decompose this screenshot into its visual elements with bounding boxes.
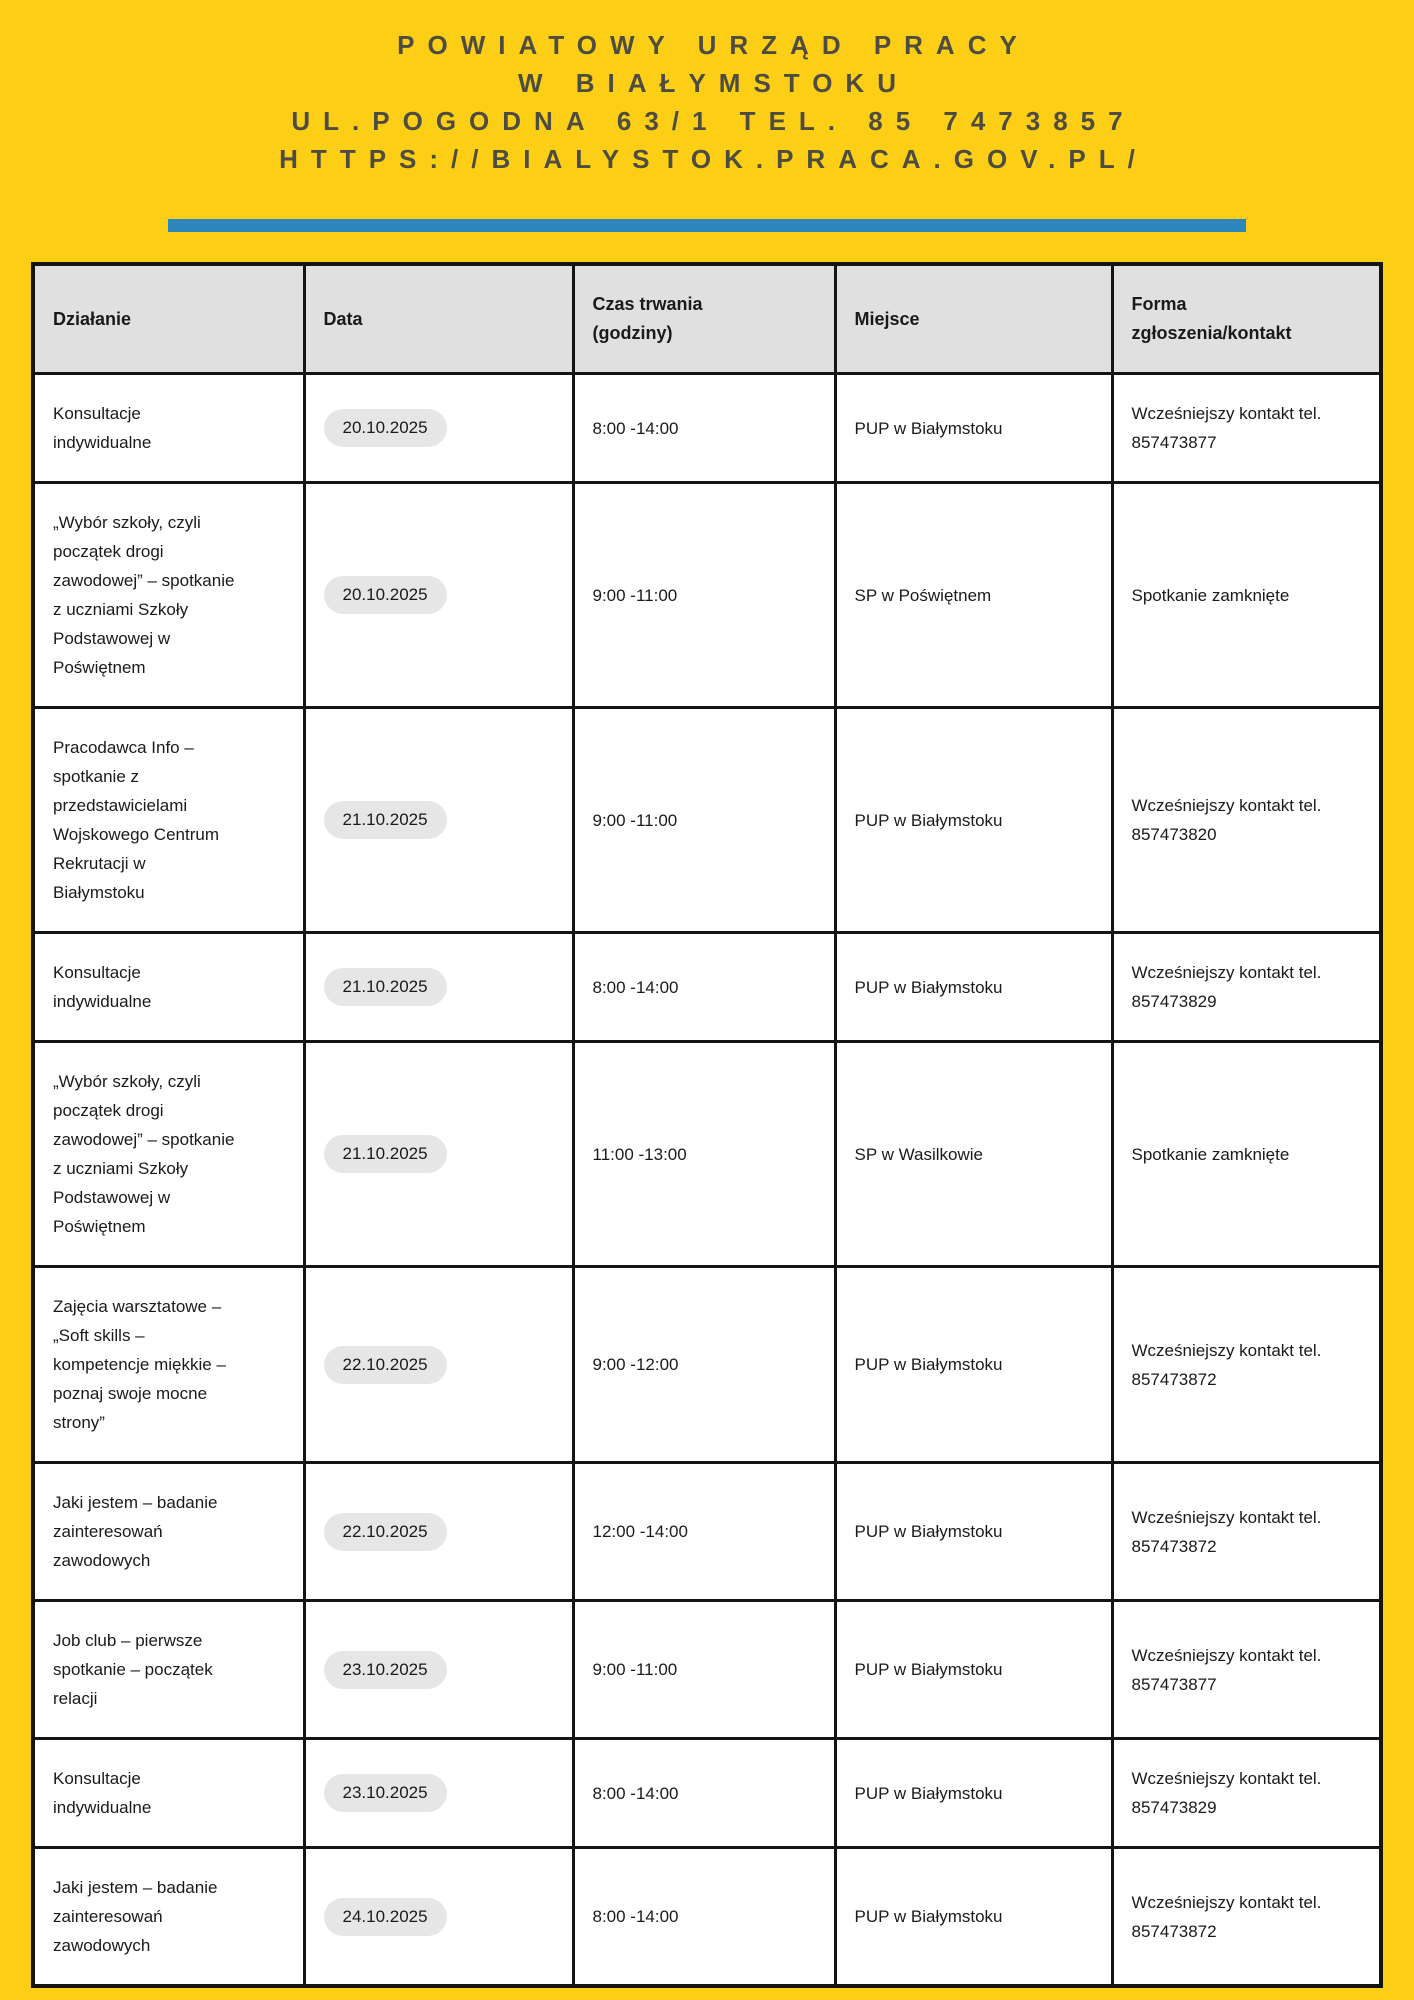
cell-time [573, 708, 835, 933]
cell-date [304, 1601, 573, 1739]
cell-time [573, 1848, 835, 1987]
column-header-contact [1112, 264, 1381, 374]
cell-activity [33, 1601, 304, 1739]
cell-time-text: 8:00 -14:00 [592, 1907, 679, 1926]
cell-contact-text: Wcześniejszy kontakt tel. 857473872 [1131, 1507, 1322, 1556]
date-pill: 22.10.2025 [324, 1346, 447, 1384]
cell-time-text: 8:00 -14:00 [592, 977, 679, 997]
column-header-date [304, 264, 573, 374]
table-row [33, 483, 1381, 708]
date-pill: 21.10.2025 [324, 801, 447, 839]
cell-place-text: PUP w Białymstoku [854, 1783, 1003, 1803]
date-pill: 21.10.2025 [324, 1135, 447, 1173]
cell-activity [33, 933, 304, 1042]
date-pill: 22.10.2025 [324, 1513, 447, 1551]
cell-contact-text: Wcześniejszy kontakt tel. 857473872 [1131, 1892, 1322, 1941]
cell-contact-text: Spotkanie zamknięte [1131, 585, 1290, 605]
cell-time [573, 374, 835, 483]
cell-activity-text: „Wybór szkoły, czyli początek drogi zawodowej” – spotkanie z uczniami Szkoły Podstawowej w Poświętnem [53, 1072, 235, 1236]
cell-place [835, 483, 1112, 708]
cell-place [835, 1463, 1112, 1601]
table-row [33, 1739, 1381, 1848]
cell-contact-text: Wcześniejszy kontakt tel. 857473872 [1131, 1340, 1322, 1389]
cell-place [835, 933, 1112, 1042]
cell-date [304, 1267, 573, 1463]
table-row [33, 1463, 1381, 1601]
flyer-header [0, 0, 1414, 178]
date-pill: 23.10.2025 [324, 1651, 447, 1689]
cell-contact [1112, 1042, 1381, 1267]
cell-time-text: 9:00 -12:00 [592, 1355, 679, 1374]
cell-time-text: 9:00 -11:00 [592, 810, 678, 830]
cell-place-text: PUP w Białymstoku [854, 977, 1003, 997]
cell-activity-text: Konsultacje indywidualne [53, 963, 152, 1011]
cell-activity [33, 708, 304, 933]
cell-place [835, 1601, 1112, 1739]
cell-place [835, 1267, 1112, 1463]
cell-time-text: 8:00 -14:00 [592, 1783, 679, 1803]
date-pill: 21.10.2025 [324, 968, 447, 1006]
website-line: HTTPS://BIALYSTOK.PRACA.GOV.PL/ [279, 144, 1148, 174]
cell-contact-text: Spotkanie zamknięte [1131, 1144, 1290, 1164]
date-pill: 24.10.2025 [324, 1898, 447, 1936]
table-row [33, 708, 1381, 933]
cell-time-text: 8:00 -14:00 [592, 418, 679, 438]
cell-activity-text: Job club – pierwsze spotkanie – początek relacji [53, 1631, 213, 1708]
cell-activity [33, 483, 304, 708]
column-header-duration [573, 264, 835, 374]
column-header-place [835, 264, 1112, 374]
cell-place [835, 1848, 1112, 1987]
date-pill: 20.10.2025 [324, 576, 447, 614]
address-phone-line: UL.POGODNA 63/1 TEL. 85 7473857 [291, 106, 1136, 136]
cell-place-text: PUP w Białymstoku [854, 1907, 1003, 1926]
cell-activity [33, 1463, 304, 1601]
cell-activity-text: Konsultacje indywidualne [53, 1769, 152, 1817]
cell-place-text: PUP w Białymstoku [854, 1522, 1003, 1541]
table-row [33, 1042, 1381, 1267]
table-header-row [33, 264, 1381, 374]
cell-time [573, 483, 835, 708]
column-header-contact-label: Forma zgłoszenia/kontakt [1131, 294, 1292, 343]
cell-activity-text: Jaki jestem – badanie zainteresowań zawodowych [53, 1878, 218, 1955]
cell-activity-text: Pracodawca Info – spotkanie z przedstawicielami Wojskowego Centrum Rekrutacji w Białymstoku [53, 738, 219, 902]
schedule-table [31, 262, 1383, 1988]
cell-date [304, 374, 573, 483]
column-header-activity [33, 264, 304, 374]
column-header-place-label: Miejsce [854, 308, 920, 329]
cell-contact [1112, 483, 1381, 708]
header-divider-bar [168, 219, 1246, 232]
cell-date [304, 1848, 573, 1987]
cell-time [573, 1739, 835, 1848]
table-row [33, 1601, 1381, 1739]
cell-date [304, 708, 573, 933]
cell-activity-text: Zajęcia warsztatowe – „Soft skills – kompetencje miękkie – poznaj swoje mocne strony” [53, 1297, 226, 1432]
cell-time [573, 933, 835, 1042]
table-row [33, 1267, 1381, 1463]
cell-date [304, 933, 573, 1042]
cell-contact [1112, 1739, 1381, 1848]
cell-activity-text: „Wybór szkoły, czyli początek drogi zawodowej” – spotkanie z uczniami Szkoły Podstawowej w Poświętnem [53, 513, 235, 677]
cell-contact-text: Wcześniejszy kontakt tel. 857473829 [1131, 963, 1322, 1011]
cell-contact [1112, 374, 1381, 483]
cell-contact [1112, 1601, 1381, 1739]
cell-contact [1112, 1267, 1381, 1463]
cell-contact-text: Wcześniejszy kontakt tel. 857473829 [1131, 1769, 1322, 1817]
cell-place-text: PUP w Białymstoku [854, 810, 1003, 830]
table-row [33, 374, 1381, 483]
column-header-activity-label: Działanie [53, 308, 132, 329]
cell-contact-text: Wcześniejszy kontakt tel. 857473877 [1131, 1645, 1322, 1694]
table-body [33, 374, 1381, 1987]
cell-date [304, 1463, 573, 1601]
cell-time [573, 1042, 835, 1267]
cell-place [835, 708, 1112, 933]
date-pill: 20.10.2025 [324, 409, 447, 447]
cell-activity-text: Jaki jestem – badanie zainteresowań zawodowych [53, 1493, 218, 1570]
cell-activity [33, 1848, 304, 1987]
table-row [33, 933, 1381, 1042]
column-header-date-label: Data [323, 308, 363, 329]
cell-activity [33, 1042, 304, 1267]
cell-place-text: PUP w Białymstoku [854, 418, 1003, 438]
cell-time-text: 12:00 -14:00 [592, 1522, 688, 1541]
cell-time [573, 1463, 835, 1601]
cell-place [835, 1739, 1112, 1848]
cell-time-text: 9:00 -11:00 [592, 1660, 678, 1679]
cell-activity [33, 1267, 304, 1463]
cell-place-text: SP w Poświętnem [854, 585, 992, 605]
cell-contact [1112, 1463, 1381, 1601]
column-header-duration-label: Czas trwania (godziny) [592, 294, 703, 343]
cell-activity [33, 374, 304, 483]
table-row [33, 1848, 1381, 1987]
cell-time-text: 11:00 -13:00 [592, 1144, 687, 1164]
cell-place-text: PUP w Białymstoku [854, 1355, 1003, 1374]
cell-contact [1112, 708, 1381, 933]
cell-place [835, 374, 1112, 483]
cell-time [573, 1601, 835, 1739]
org-name-line-1: POWIATOWY URZĄD PRACY [397, 30, 1030, 60]
cell-place [835, 1042, 1112, 1267]
cell-place-text: SP w Wasilkowie [854, 1144, 983, 1164]
cell-date [304, 1739, 573, 1848]
cell-contact [1112, 1848, 1381, 1987]
cell-contact [1112, 933, 1381, 1042]
cell-date [304, 1042, 573, 1267]
cell-date [304, 483, 573, 708]
cell-time-text: 9:00 -11:00 [592, 585, 678, 605]
cell-activity-text: Konsultacje indywidualne [53, 404, 152, 452]
date-pill: 23.10.2025 [324, 1774, 447, 1812]
cell-activity [33, 1739, 304, 1848]
cell-contact-text: Wcześniejszy kontakt tel. 857473877 [1131, 404, 1322, 452]
org-name-line-2: W BIAŁYMSTOKU [518, 68, 909, 98]
cell-contact-text: Wcześniejszy kontakt tel. 857473820 [1131, 796, 1322, 844]
cell-place-text: PUP w Białymstoku [854, 1660, 1003, 1679]
cell-time [573, 1267, 835, 1463]
